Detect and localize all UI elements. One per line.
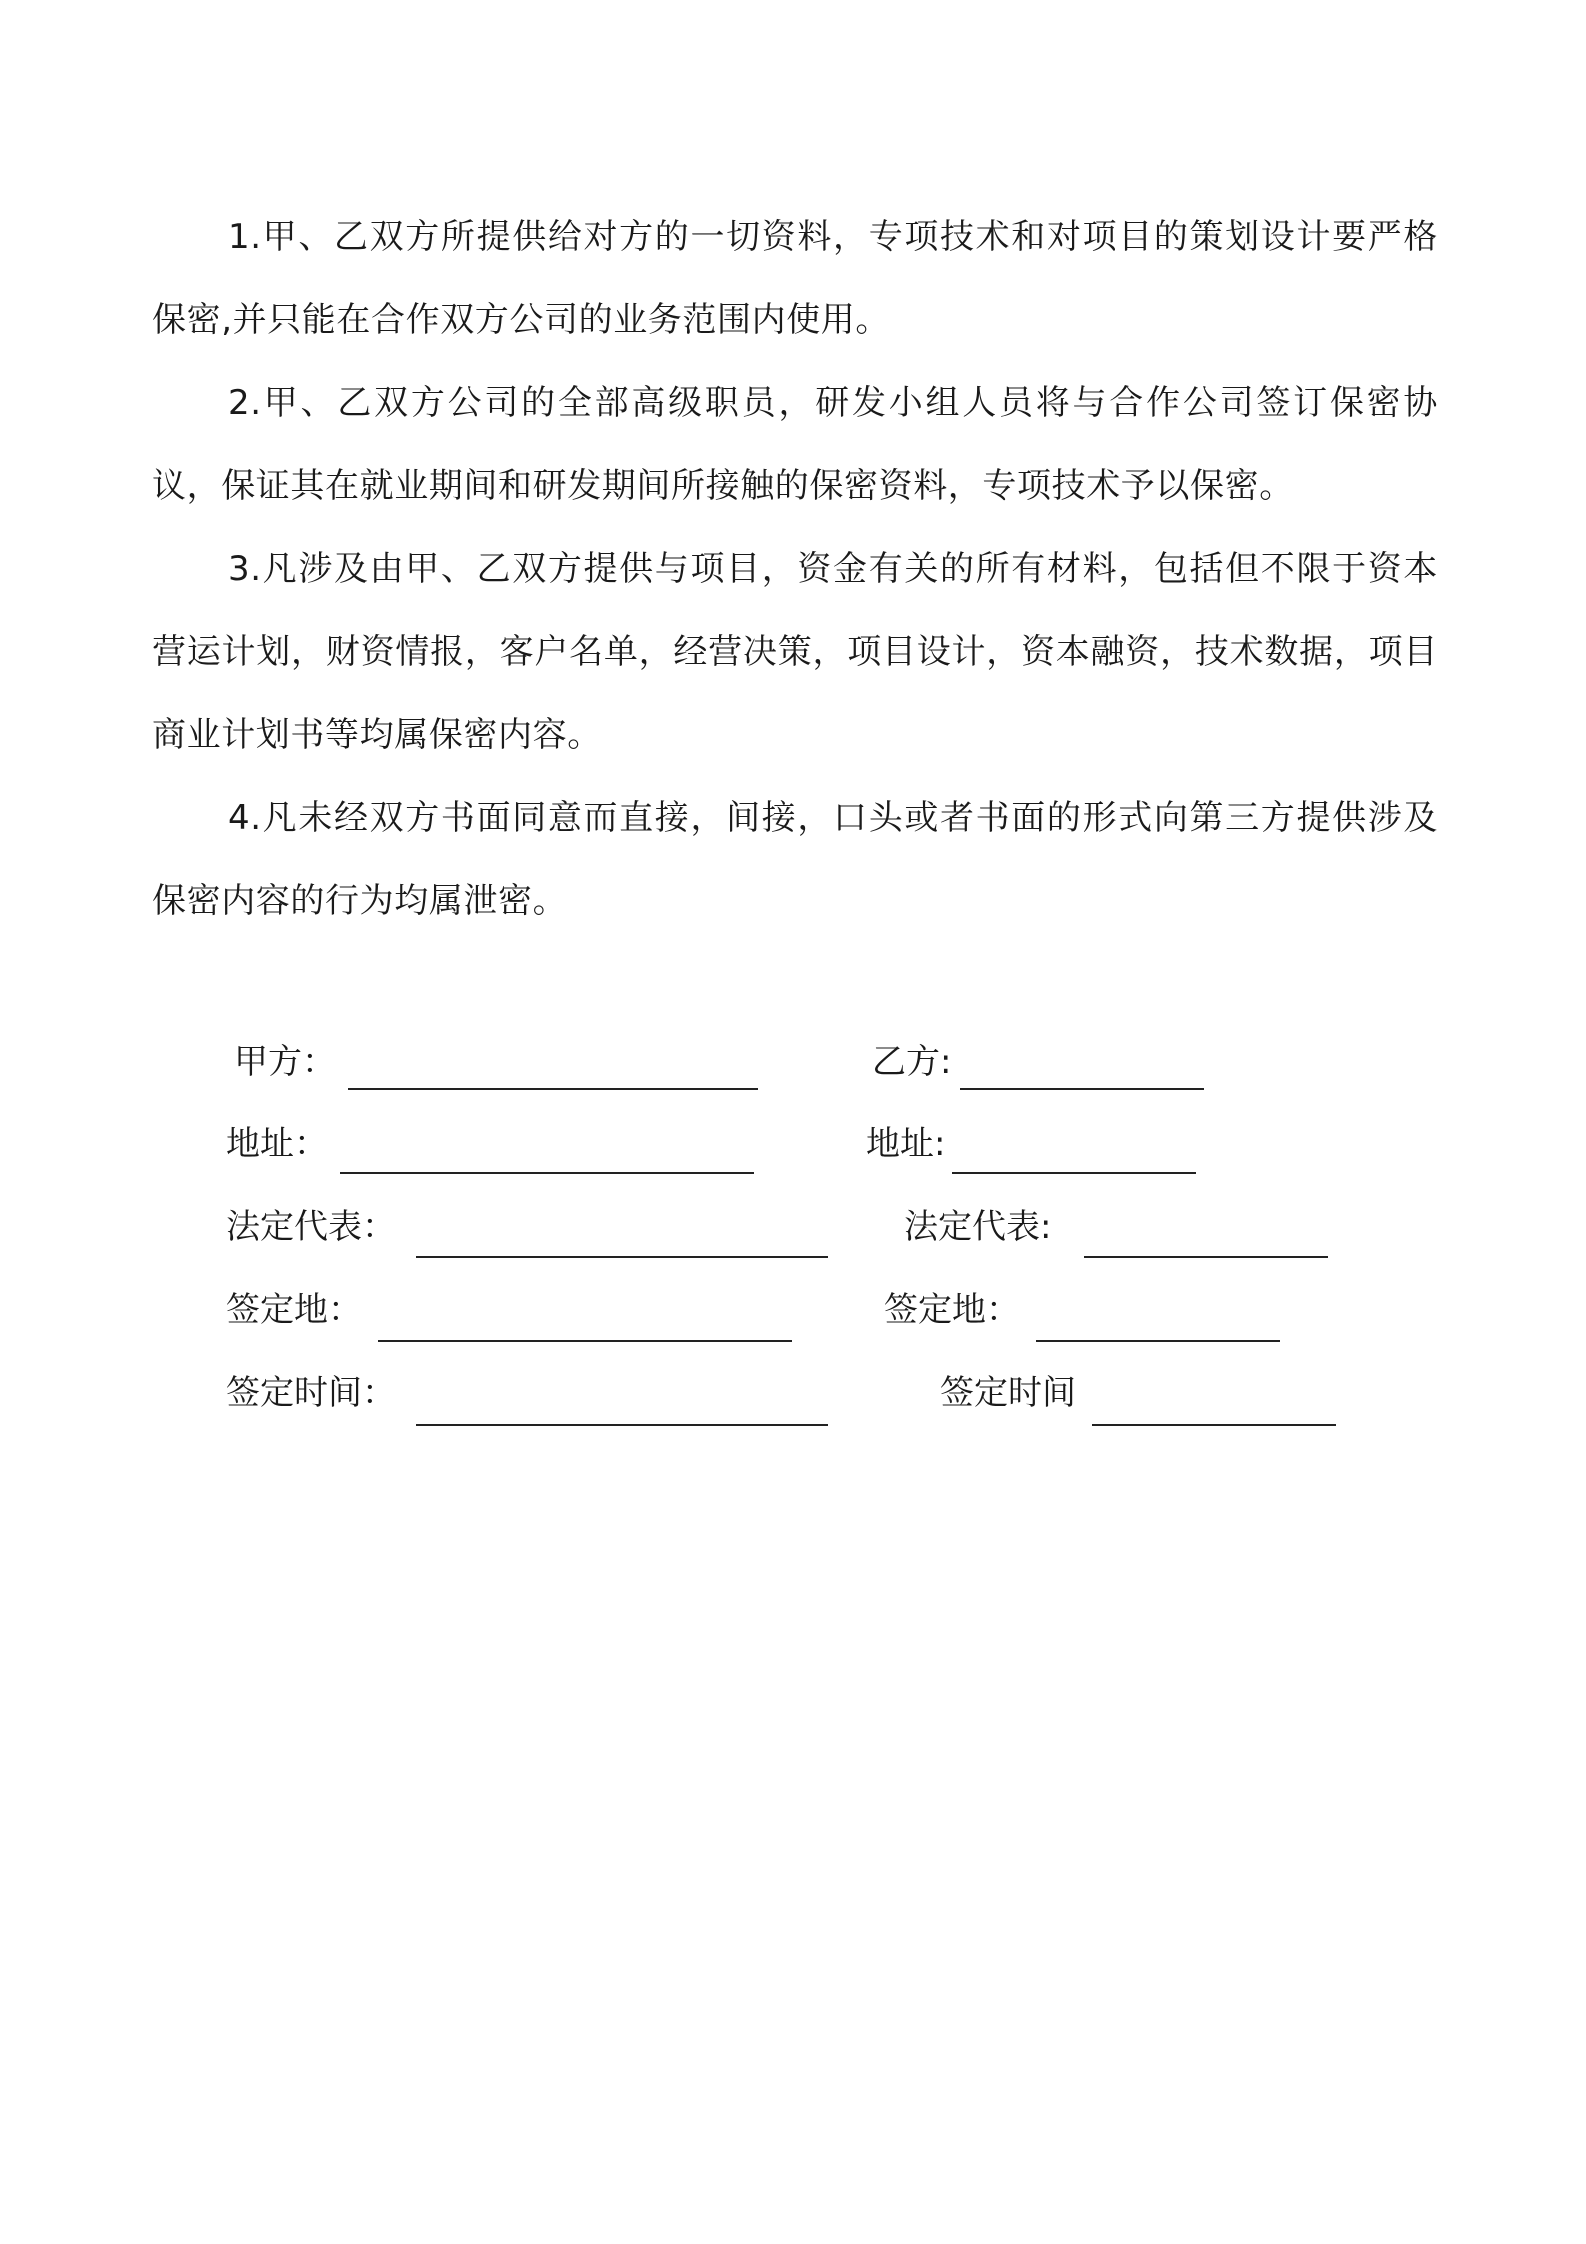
party-a-time-label: 签定时间： xyxy=(226,1373,396,1413)
party-a-name-label: 甲方： xyxy=(234,1042,336,1082)
party-b-time-label: 签定时间 xyxy=(940,1373,1076,1413)
clause-3: 3.凡涉及由甲、乙双方提供与项目，资金有关的所有材料，包括但不限于资本营运计划，财资情报，客户名单，经营决策，项目设计，资本融资，技术数据，项目商业计划书等均属保密内容。 xyxy=(152,549,1438,755)
party-a-place-label: 签定地： xyxy=(226,1290,362,1330)
party-b-name-label: 乙方: xyxy=(872,1042,952,1082)
party-a-time-line xyxy=(416,1424,828,1426)
confidentiality-clauses xyxy=(152,196,1438,943)
clause-4: 4.凡未经双方书面同意而直接，间接，口头或者书面的形式向第三方提供涉及保密内容的行为均属泄密。 xyxy=(152,798,1438,921)
party-b-address-label: 地址: xyxy=(866,1124,946,1164)
clause-1: 1.甲、乙双方所提供给对方的一切资料，专项技术和对项目的策划设计要严格保密,并只能在合作双方公司的业务范围内使用。 xyxy=(152,217,1438,340)
party-a-legal-rep-line xyxy=(416,1256,828,1258)
party-a-place-line xyxy=(378,1340,792,1342)
party-b-place-label: 签定地： xyxy=(884,1290,1020,1330)
party-a-legal-rep-label: 法定代表： xyxy=(226,1207,396,1247)
party-a-address-label: 地址： xyxy=(226,1124,328,1164)
party-b-name-line xyxy=(960,1088,1204,1090)
party-b-legal-rep-label: 法定代表: xyxy=(904,1207,1052,1247)
party-b-legal-rep-line xyxy=(1084,1256,1328,1258)
clause-2: 2.甲、乙双方公司的全部高级职员，研发小组人员将与合作公司签订保密协议，保证其在就业期间和研发期间所接触的保密资料，专项技术予以保密。 xyxy=(152,383,1438,506)
party-b-place-line xyxy=(1036,1340,1280,1342)
party-a-name-line xyxy=(348,1088,758,1090)
party-b-address-line xyxy=(952,1172,1196,1174)
party-a-address-line xyxy=(340,1172,754,1174)
party-b-time-line xyxy=(1092,1424,1336,1426)
